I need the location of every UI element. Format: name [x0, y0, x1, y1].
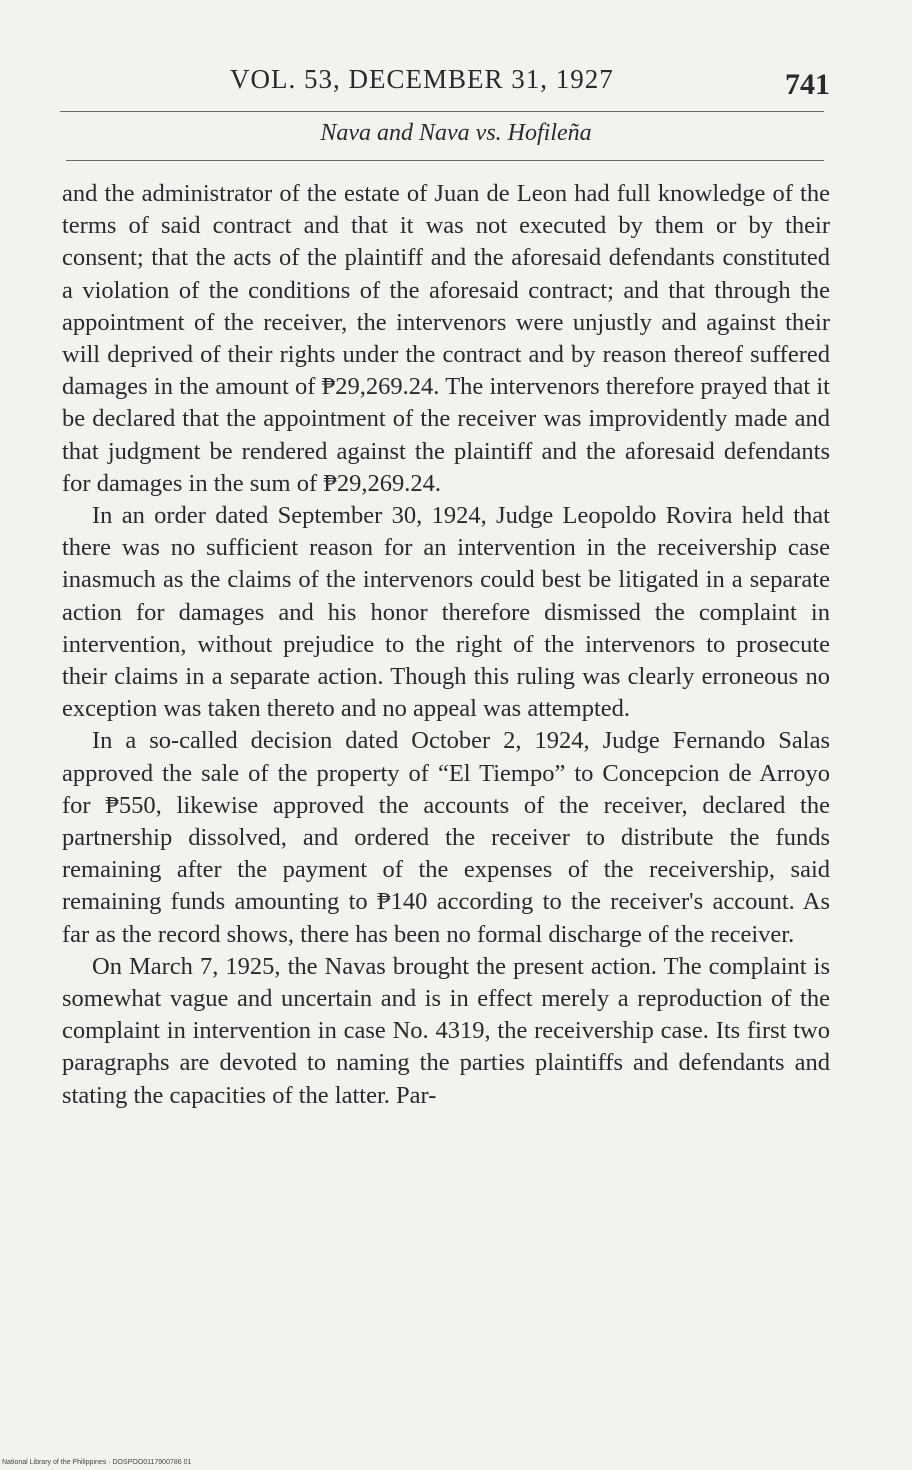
page-number: 741: [785, 68, 830, 101]
header-rule-top: [60, 111, 824, 112]
paragraph: In a so-called decision dated October 2, 1924, Judge Fernando Salas approved the sale of the property of “El Tiempo” to Concepcion de Arroyo for ₱550, likewise approved the accounts of the receiver, declared the partnership dissolved, and ordered the receiver to distribute the funds remaining after the payment of the expenses of the receivership, said remaining funds amounting to ₱140 according to the receiver's account. As far as the record shows, there has been no formal discharge of the receiver.: [62, 727, 830, 948]
paragraph: and the administrator of the estate of Juan de Leon had full knowledge of the terms of said contract and that it was not executed by them or by their consent; that the acts of the plaintiff and the aforesaid defendants constituted a violation of the conditions of the aforesaid contract; and that through the appointment of the receiver, the intervenors were unjustly and against their will deprived of their rights under the contract and by reason thereof suffered damages in the amount of ₱29,269.24. The intervenors therefore prayed that it be declared that the appointment of the receiver was improvidently made and that judgment be rendered against the plaintiff and the aforesaid defendants for damages in the sum of ₱29,269.24.: [62, 180, 830, 497]
header-rule-bottom: [66, 160, 824, 161]
body-text: [62, 178, 830, 1112]
running-head: [60, 64, 830, 108]
case-title: Nava and Nava vs. Hofileña: [320, 120, 592, 146]
volume-date-line: VOL. 53, DECEMBER 31, 1927: [230, 64, 614, 94]
paragraph: In an order dated September 30, 1924, Judge Leopoldo Rovira held that there was no sufficient reason for an intervention in the receivership case inasmuch as the claims of the intervenors could best be litigated in a separate action for damages and his honor therefore dismissed the complaint in intervention, without prejudice to the right of the intervenors to prosecute their claims in a separate action. Though this ruling was clearly erroneous no exception was taken thereto and no appeal was attempted.: [62, 502, 830, 723]
paragraph: On March 7, 1925, the Navas brought the present action. The complaint is somewhat vague and uncertain and is in effect merely a reproduction of the complaint in intervention in case No. 4319, the receivership case. Its first two paragraphs are devoted to naming the parties plaintiffs and defendants and stating the capacities of the latter. Par-: [62, 952, 830, 1109]
scan-source-note: National Library of the Philippines · DOSPOO0117900786 01: [2, 1459, 192, 1466]
